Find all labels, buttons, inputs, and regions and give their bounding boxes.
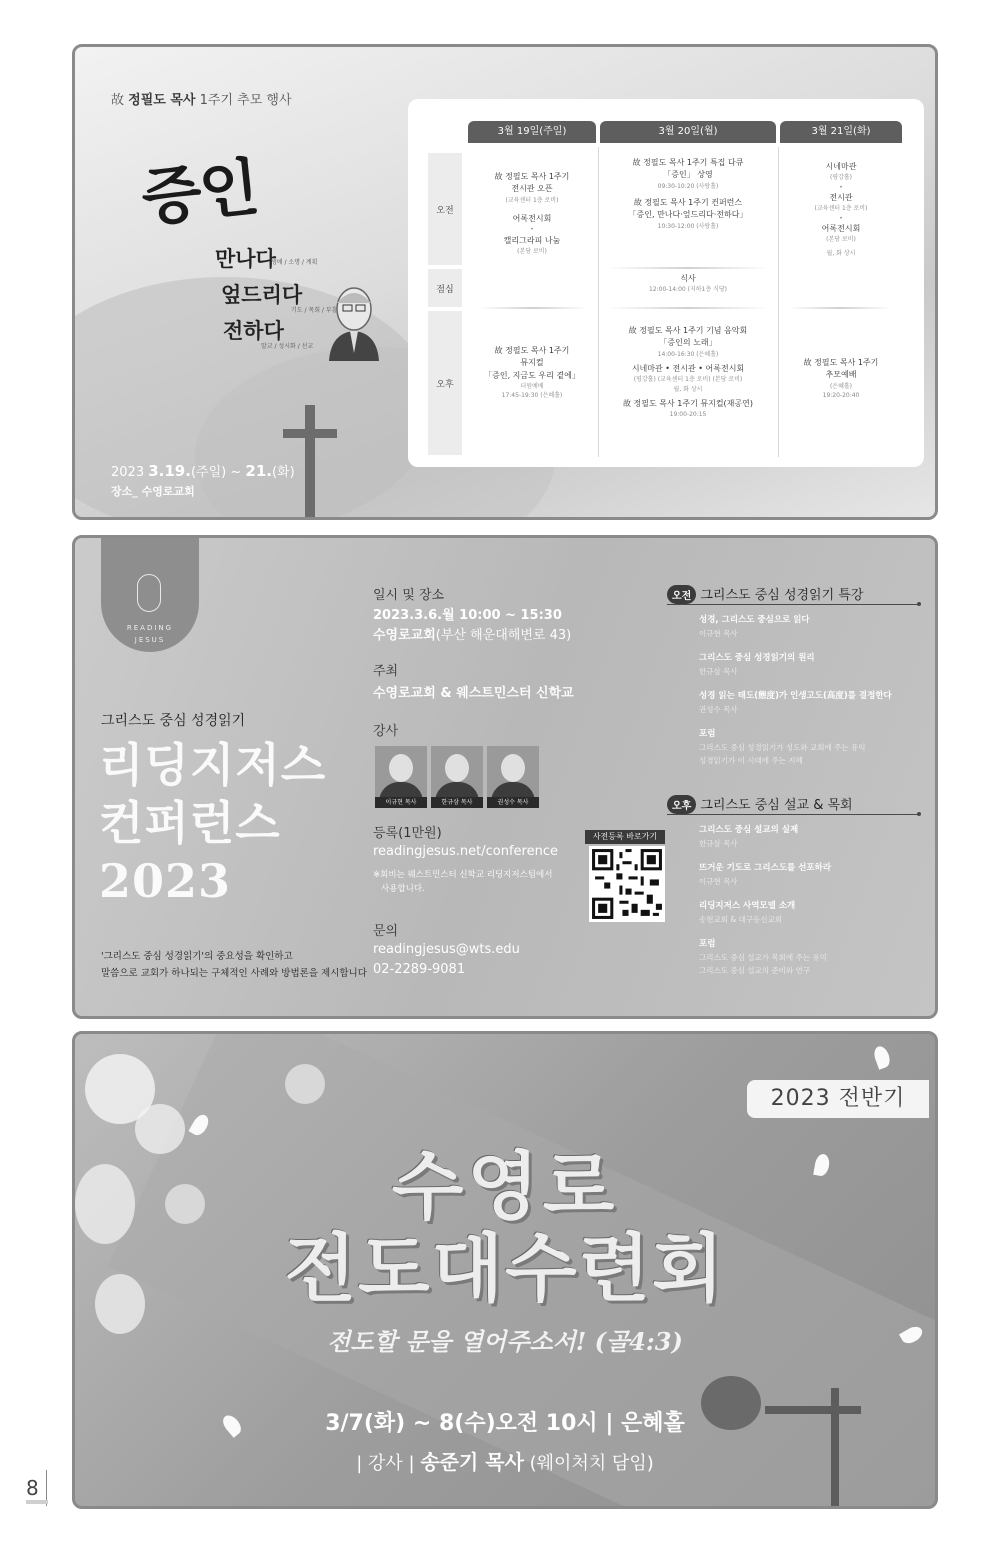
blossom-decoration [285,1064,325,1104]
verb-preach-sub: 말교 / 성시화 / 선교 [261,343,314,350]
session-item: 뜨거운 기도로 그리스도를 선포하라 이규현 목사 [699,863,832,886]
place-value: 수영로교회(부산 해운대해변로 43) [373,628,572,643]
contact-email[interactable]: readingjesus@wts.edu [373,942,520,957]
page-number-underline [26,1500,48,1504]
verb-kneel: 엎드리다 [221,282,303,307]
evangelism-retreat-panel [72,1031,938,1509]
speakers-label: 강사 [373,724,399,739]
registration-note: ※회비는 웨스트민스터 신학교 리딩지저스팀에서 사용합니다. [373,870,553,894]
session-item: 그리스도 중심 성경읽기의 원리 한규삼 목사 [699,653,815,676]
retreat-title-line2: 전도대수련회 [284,1226,726,1312]
host-value: 수영로교회 & 웨스트민스터 신학교 [373,686,574,701]
column-divider [778,147,779,457]
verb-meet-sub: 생애 / 소명 / 계획 [271,259,318,266]
petal-decoration [872,1044,893,1069]
divider [667,814,919,815]
retreat-date: 3/7(화) ~ 8(수)오전 10시 | 은혜홀 [325,1411,685,1436]
day-header: 3월 21일(화) [780,121,902,143]
schedule-table [408,99,924,467]
schedule-cell: 故 정필도 목사 1주기 기념 음악회 「증인의 노래」 14:00-16:30 (은혜홀) 시네마관 • 전시관 • 어록전시회 (평강홀) (교육센터 1층 로비) (본당 로비) 월, 화 상시 故 정필도 목사 1주기 뮤지컬(재공연) 19:00-20:15 [623,326,753,419]
divider [667,604,919,605]
contact-phone: 02-2289-9081 [373,962,466,977]
schedule-cell: 故 정필도 목사 1주기 전시관 오픈 (교육센터 1층 로비) 어록전시회 • 캘리그라피 나눔 (본당 로비) [494,172,570,256]
contact-label: 문의 [373,924,399,939]
row-divider [608,307,768,309]
row-divider [788,307,892,309]
day-header: 3월 19일(주일) [468,121,596,143]
reading-jesus-panel [72,535,938,1019]
cross-decoration [305,405,315,520]
conference-title: 리딩지저스 컨퍼런스 2023 [99,738,327,908]
row-label-afternoon: 오후 [428,311,462,455]
schedule-cell: 시네마관 (평강홀) • 전시관 (교육센터 1층 로비) • 어록전시회 (본당 로비) 월, 화 상시 [814,162,868,257]
retreat-title-line1: 수영로 [391,1144,619,1230]
retreat-slogan: 전도할 문을 열어주소서! (골4:3) [327,1327,683,1356]
logo-text: READING [126,624,174,632]
session-item: 성경 읽는 태도(態度)가 인생고도(高度)를 결정한다 권성수 목사 [699,691,892,714]
reading-jesus-logo [101,538,199,652]
qr-code-icon[interactable] [589,846,665,922]
memorial-place: 장소_ 수영로교회 [111,485,195,498]
row-divider [478,307,588,309]
divider-dot [917,602,921,606]
memorial-date: 2023 3.19.(주일) ~ 21.(화) [111,462,295,480]
row-divider [608,267,768,269]
schedule-cell: 故 정필도 목사 1주기 뮤지컬 「증인, 지금도 우리 곁에」 더원예배 17:45-19:30 (은혜홀) [484,346,580,400]
cross-decoration [283,429,337,438]
when-label: 일시 및 장소 [373,588,445,603]
registration-label: 등록(1만원) [373,826,442,841]
memorial-heading: 故 정필도 목사 1주기 추모 행사 [111,93,292,108]
morning-session-header: 오전 그리스도 중심 성경읽기 특강 [667,584,863,604]
session-item: 리딩지저스 사역모델 소개 송현교회 & 대구동신교회 [699,901,796,924]
page-number: 8 [26,1476,39,1500]
session-item: 포럼 그리스도 중심 설교가 목회에 주는 유익 그리스도 중심 설교의 준비와 연구 [699,939,827,975]
logo-text: JESUS [134,636,166,644]
schedule-cell: 식사 12:00-14:00 (지하1층 식당) [648,274,728,294]
session-item: 그리스도 중심 설교의 실제 한규삼 목사 [699,825,799,848]
schedule-cell: 故 정필도 목사 1주기 추모예배 (은혜홀) 19:20-20:40 [803,358,879,400]
conference-description: '그리스도 중심 성경읽기'의 중요성을 확인하고 말씀으로 교회가 하나되는 구체적인 사례와 방법론을 제시합니다 [101,951,367,979]
registration-link[interactable]: readingjesus.net/conference [373,844,558,859]
day-header: 3월 20일(월) [600,121,776,143]
year-badge: 2023 전반기 [747,1080,929,1118]
session-item: 성경, 그리스도 중심으로 읽다 이규현 목사 [699,615,810,638]
divider-dot [917,812,921,816]
host-label: 주최 [373,664,399,679]
conference-kicker: 그리스도 중심 성경읽기 [101,713,246,729]
afternoon-session-header: 오후 그리스도 중심 설교 & 목회 [667,794,853,814]
verb-kneel-sub: 기도 / 목회 / 부흥 [291,307,338,314]
pastor-portrait [323,283,385,361]
schedule-cell: 故 정필도 목사 1주기 특집 다큐 「증인」 상영 09:30-10:20 (사랑홀) 故 정필도 목사 1주기 컨퍼런스 「증인, 만나다·엎드리다·전하다」 10:30-12:00 (사랑홀) [628,158,748,230]
when-value: 2023.3.6.월 10:00 ~ 15:30 [373,608,562,623]
column-divider [598,147,599,457]
session-item: 포럼 그리스도 중심 성경읽기가 성도와 교회에 주는 유익 성경읽기가 이 시대에 주는 지혜 [699,729,866,765]
speaker-photo: 권성수 목사 [487,746,539,808]
logo-icon [137,574,161,612]
row-label-lunch: 점심 [428,269,462,307]
verb-meet: 만나다 [215,246,276,271]
retreat-speaker: | 강사 | 송준기 목사 (웨이처치 담임) [356,1450,654,1474]
memorial-event-panel [72,44,938,520]
speaker-photo: 이규현 목사 [375,746,427,808]
qr-label: 사전등록 바로가기 [585,830,665,844]
speaker-photo: 한규삼 목사 [431,746,483,808]
memorial-big-title: 증인 [138,150,261,235]
verb-preach: 전하다 [223,318,284,343]
row-label-morning: 오전 [428,153,462,265]
